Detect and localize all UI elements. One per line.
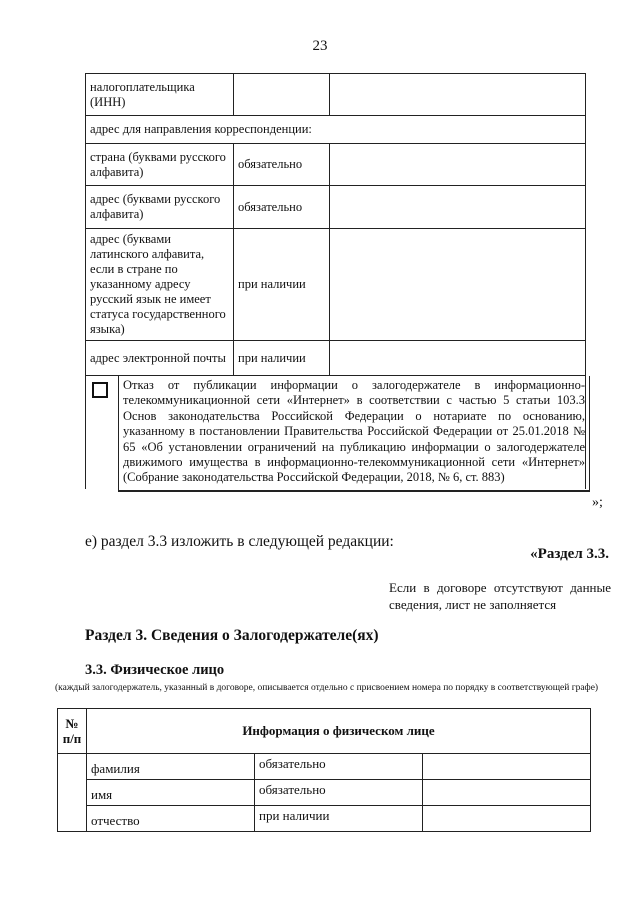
row-requirement: обязательно — [255, 780, 423, 806]
subsection-note: (каждый залогодержатель, указанный в договоре, описывается отдельно с присвоением номера по порядку в соответствующей графе) — [55, 683, 599, 693]
table-row — [86, 186, 586, 229]
row-requirement: обязательно — [234, 144, 330, 186]
value-cell[interactable] — [330, 144, 586, 186]
row-label: имя — [87, 780, 255, 806]
subsection-heading: 3.3. Физическое лицо — [85, 662, 225, 678]
table-row — [58, 780, 591, 806]
section-quote-title: «Раздел 3.3. — [530, 546, 609, 562]
table-row — [58, 754, 591, 780]
row-label: страна (буквами русского алфавита) — [86, 144, 234, 186]
row-label: фамилия — [87, 754, 255, 780]
waiver-text: Отказ от публикации информации о залогодержателе в информационно-телекоммуникационной сети «Интернет» в соответствии с частью 5 статьи 103.3 Основ законодательства Российской Федерации о нотариате по основанию, указанному в постановлении Правительства Российской Федерации от 25.01.2018 № 65 «Об установлении ограничений на публикацию информации о залогодержателе движимого имущества в информационно-телекоммуникационной сети «Интернет» (Собрание законодательства Российской Федерации, 2018, № 6, ст. 883) — [118, 376, 590, 492]
table-row — [86, 74, 586, 116]
table-row — [86, 376, 586, 489]
row-label: налогоплательщика (ИНН) — [86, 74, 234, 116]
closing-quote: »; — [592, 495, 603, 510]
creditor-details-table — [85, 73, 586, 489]
table-row — [86, 341, 586, 376]
value-cell[interactable] — [330, 341, 586, 376]
row-label: адрес (буквами русского алфавита) — [86, 186, 234, 229]
value-cell[interactable] — [330, 229, 586, 341]
row-label: отчество — [87, 806, 255, 832]
row-label: адрес (буквами латинского алфавита, если в стране по указанному адресу русский язык не имеет статуса государственного языка) — [86, 229, 234, 341]
number-column-header: № п/п — [58, 709, 87, 754]
value-cell[interactable] — [423, 780, 591, 806]
value-cell[interactable] — [330, 186, 586, 229]
value-cell[interactable] — [330, 74, 586, 116]
waiver-block — [86, 376, 585, 489]
row-requirement: при наличии — [255, 806, 423, 832]
amendment-item-e: е) раздел 3.3 изложить в следующей редакции: — [85, 533, 394, 550]
individual-info-table — [57, 708, 591, 832]
row-label: адрес электронной почты — [86, 341, 234, 376]
info-column-header: Информация о физическом лице — [87, 709, 591, 754]
row-requirement: обязательно — [234, 186, 330, 229]
page-number: 23 — [312, 38, 328, 54]
row-requirement — [234, 74, 330, 116]
table-row — [86, 144, 586, 186]
table-header-row — [58, 709, 591, 754]
section-heading: Раздел 3. Сведения о Залогодержателе(ях) — [85, 627, 379, 644]
row-requirement: при наличии — [234, 341, 330, 376]
row-number-cell[interactable] — [58, 754, 87, 832]
section-label: адрес для направления корреспонденции: — [86, 116, 586, 144]
fill-note: Если в договоре отсутствуют данные сведения, лист не заполняется — [389, 580, 611, 612]
value-cell[interactable] — [423, 806, 591, 832]
table-row — [58, 806, 591, 832]
value-cell[interactable] — [423, 754, 591, 780]
table-row — [86, 229, 586, 341]
row-requirement: обязательно — [255, 754, 423, 780]
row-requirement: при наличии — [234, 229, 330, 341]
waiver-checkbox[interactable] — [92, 382, 108, 398]
table-row — [86, 116, 586, 144]
